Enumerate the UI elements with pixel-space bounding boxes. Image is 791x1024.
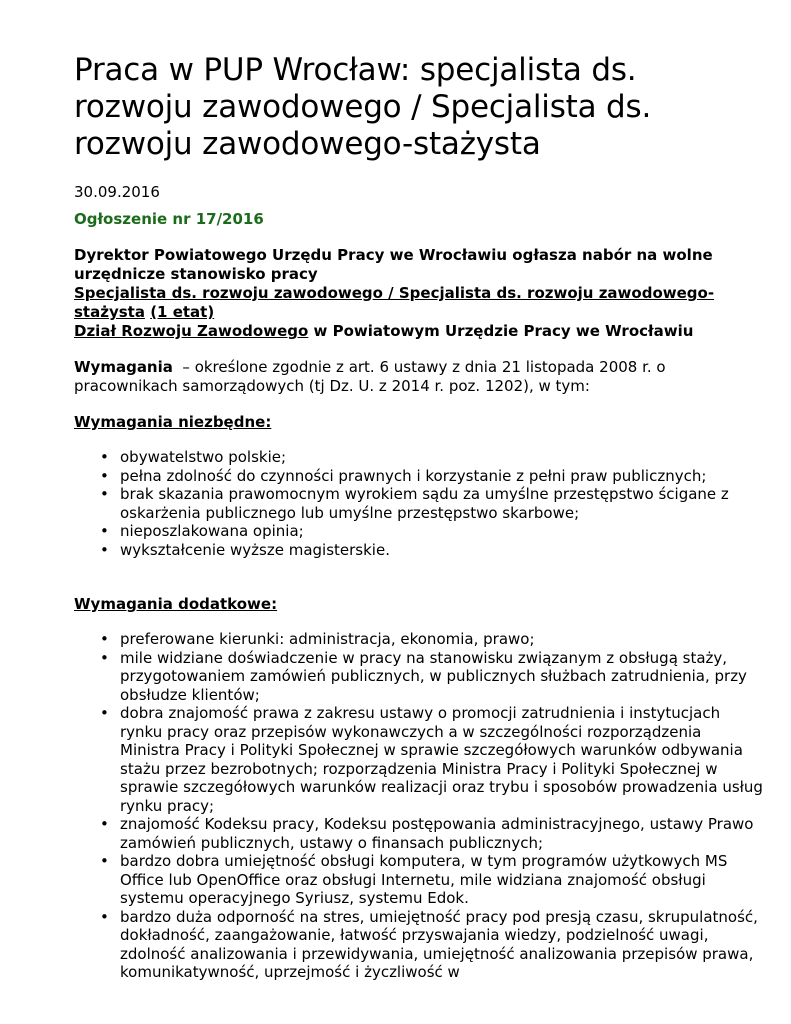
list-item	[74, 522, 764, 541]
list-item-text: dobra znajomość prawa z zakresu ustawy o promocji zatrudnienia i instytucjach rynku pracy oraz przepisów wykonawczych a w szczególności rozporządzenia Ministra Pracy i Polityki Społecznej w sprawie szczegółowych warunków odbywania stażu przez bezrobotnych; rozporządzenia Ministra Pracy i Polityki Społecznej w sprawie szczegółowych warunków realizacji oraz trybu i sposobów prowadzenia usług rynku pracy;	[120, 704, 763, 815]
list-item	[74, 485, 764, 522]
bullet-icon: •	[100, 648, 109, 667]
list-item	[74, 448, 764, 467]
requirements-text: – określone zgodnie z art. 6 ustawy z dnia 21 listopada 2008 r. o pracownikach samorządowych (tj Dz. U. z 2014 r. poz. 1202), w tym:	[74, 358, 671, 395]
list-item	[74, 704, 764, 815]
bullet-icon: •	[100, 485, 109, 503]
publish-date: 30.09.2016	[74, 183, 160, 201]
list-item-text: mile widziane doświadczenie w pracy na stanowisku związanym z obsługą staży, przygotowaniem zamówień publicznych, w publicznych służbach zatrudnienia, przy obsłudze klientów;	[120, 648, 747, 704]
list-item	[74, 649, 764, 705]
requirements-intro	[74, 358, 764, 396]
intro-block	[74, 246, 764, 341]
bullet-icon: •	[100, 540, 109, 559]
position-etat: (1 etat)	[150, 303, 215, 321]
document-page	[74, 52, 764, 982]
intro-statement: Dyrektor Powiatowego Urzędu Pracy we Wrocławiu ogłasza nabór na wolne urzędnicze stanowisko pracy	[74, 246, 713, 283]
bullet-icon: •	[100, 466, 109, 485]
list-item-text: preferowane kierunki: administracja, ekonomia, prawo;	[120, 630, 535, 648]
department-name: Dział Rozwoju Zawodowego	[74, 322, 309, 340]
bullet-icon: •	[100, 907, 109, 926]
list-item-text: bardzo dobra umiejętność obsługi komputera, w tym programów użytkowych MS Office lub OpenOffice oraz obsługi Internetu, mile widziana znajomość obsługi systemu operacyjnego Syriusz, systemu Edok.	[120, 852, 728, 907]
intro-department-line	[74, 322, 764, 341]
list-item	[74, 541, 764, 560]
department-suffix: w Powiatowym Urzędzie Pracy we Wrocławiu	[308, 322, 694, 340]
required-heading: Wymagania niezbędne:	[74, 413, 272, 431]
bullet-icon: •	[100, 704, 109, 722]
announcement-number: Ogłoszenie nr 17/2016	[74, 210, 264, 228]
required-list	[74, 448, 764, 559]
list-item	[74, 467, 764, 486]
bullet-icon: •	[100, 630, 109, 648]
page-title: Praca w PUP Wrocław: specjalista ds. rozwoju zawodowego / Specjalista ds. rozwoju zawodowego-stażysta	[74, 52, 652, 162]
intro-position-line	[74, 284, 764, 322]
requirements-label: Wymagania	[74, 358, 173, 376]
list-item-text: bardzo duża odporność na stres, umiejętność pracy pod presją czasu, skrupulatność, dokładność, zaangażowanie, łatwość przyswajania wiedzy, podzielność uwagi, zdolność analizowania i przewidywania, umiejętność analizowania przepisów prawa, komunikatywność, uprzejmość i życzliwość w	[120, 907, 758, 981]
list-item-text: brak skazania prawomocnym wyrokiem sądu za umyślne przestępstwo ścigane z oskarżenia publicznego lub umyślne przestępstwo skarbowe;	[120, 485, 729, 522]
position-title: Specjalista ds. rozwoju zawodowego / Specjalista ds. rozwoju zawodowego-stażysta	[74, 284, 715, 321]
additional-list	[74, 630, 764, 982]
list-item	[74, 908, 764, 982]
bullet-icon: •	[100, 815, 109, 833]
bullet-icon: •	[100, 448, 109, 466]
list-item-text: obywatelstwo polskie;	[120, 448, 287, 466]
list-item	[74, 630, 764, 649]
list-item-text: znajomość Kodeksu pracy, Kodeksu postępowania administracyjnego, ustawy Prawo zamówień publicznych, ustawy o finansach publicznych;	[120, 815, 754, 852]
bullet-icon: •	[100, 522, 109, 540]
list-item-text: pełna zdolność do czynności prawnych i korzystanie z pełni praw publicznych;	[120, 466, 707, 485]
additional-heading: Wymagania dodatkowe:	[74, 595, 278, 613]
list-item	[74, 852, 764, 908]
list-item-text: wykształcenie wyższe magisterskie.	[120, 540, 390, 559]
list-item	[74, 815, 764, 852]
bullet-icon: •	[100, 852, 109, 870]
list-item-text: nieposzlakowana opinia;	[120, 522, 304, 540]
